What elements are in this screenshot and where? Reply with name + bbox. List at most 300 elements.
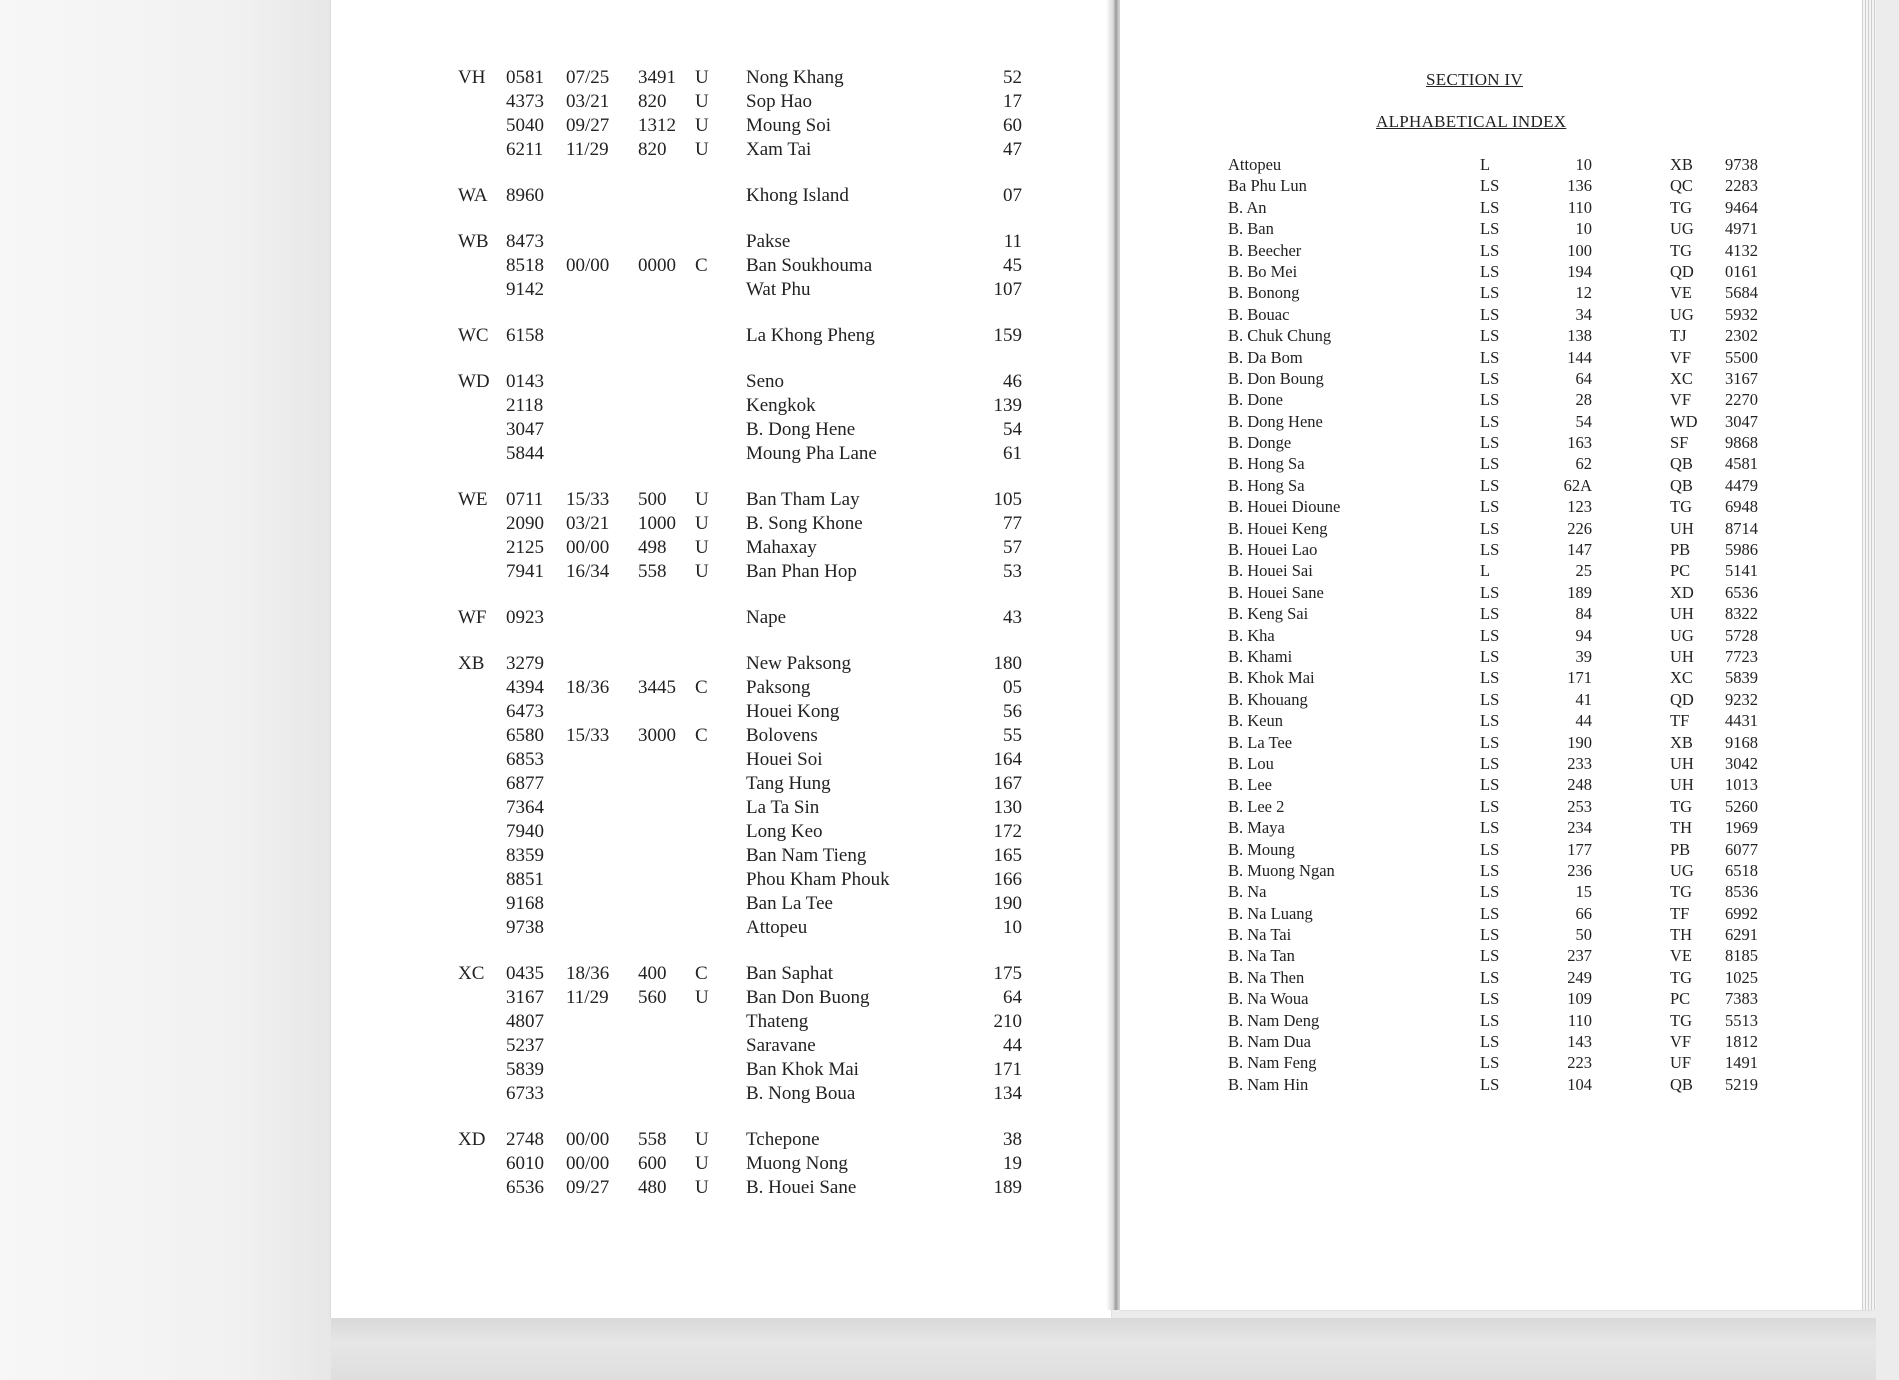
entry-grid: TJ (1670, 326, 1687, 346)
site-name: Tchepone (746, 1129, 820, 1150)
date-code: 15/33 (566, 725, 610, 746)
page-number: 07 (1003, 185, 1022, 206)
listing-row (462, 820, 1022, 844)
entry-page: 163 (1567, 433, 1592, 453)
entry-grid: QB (1670, 1074, 1693, 1094)
entry-code: 5500 (1725, 347, 1758, 367)
page-number: 05 (1003, 677, 1022, 698)
surface-type: U (695, 513, 709, 534)
page-number: 105 (993, 489, 1022, 510)
date-code: 00/00 (566, 1153, 610, 1174)
listing-row (462, 892, 1022, 916)
elevation: 558 (638, 561, 667, 582)
entry-type: LS (1480, 176, 1500, 196)
entry-code: 5932 (1725, 304, 1758, 324)
entry-grid: XB (1670, 732, 1693, 752)
site-name: Muong Nong (746, 1153, 848, 1174)
coordinate-number: 8359 (506, 845, 544, 866)
index-entry (1228, 860, 1758, 881)
entry-name: B. Kha (1228, 625, 1275, 645)
listing-row (458, 324, 1022, 348)
listing-row (462, 916, 1022, 940)
entry-type: LS (1480, 775, 1500, 795)
elevation: 498 (638, 537, 667, 558)
page-number: 180 (993, 653, 1022, 674)
coordinate-number: 6580 (506, 725, 544, 746)
entry-type: LS (1480, 989, 1500, 1009)
site-name: Thateng (746, 1011, 809, 1032)
index-entry (1228, 817, 1758, 838)
index-entry (1228, 625, 1758, 646)
entry-name: B. Muong Ngan (1228, 860, 1335, 880)
entry-page: 236 (1567, 860, 1592, 880)
entry-code: 6992 (1725, 903, 1758, 923)
surface-type: U (695, 561, 709, 582)
surface-type: U (695, 987, 709, 1008)
site-name: Sop Hao (746, 91, 812, 112)
entry-type: LS (1480, 219, 1500, 239)
coordinate-number: 6877 (506, 773, 544, 794)
site-name: Nong Khang (746, 67, 844, 88)
listing-row (462, 254, 1022, 278)
index-entry (1228, 945, 1758, 966)
entry-page: 110 (1567, 1010, 1592, 1030)
scan-bottom-shadow (331, 1318, 1876, 1380)
page-number: 46 (1003, 371, 1022, 392)
listing-row (462, 138, 1022, 162)
entry-page: 109 (1567, 989, 1592, 1009)
entry-code: 5839 (1725, 668, 1758, 688)
site-name: Moung Soi (746, 115, 831, 136)
site-name: B. Song Khone (746, 513, 863, 534)
entry-name: B. Keng Sai (1228, 604, 1309, 624)
coordinate-number: 3279 (506, 653, 544, 674)
page-number: 210 (993, 1011, 1022, 1032)
entry-type: LS (1480, 604, 1500, 624)
site-name: La Khong Pheng (746, 325, 875, 346)
coordinate-number: 8473 (506, 231, 544, 252)
entry-name: B. Bo Mei (1228, 261, 1298, 281)
entry-code: 8714 (1725, 518, 1758, 538)
index-entry (1228, 689, 1758, 710)
index-entry (1228, 240, 1758, 261)
entry-grid: QB (1670, 475, 1693, 495)
date-code: 11/29 (566, 139, 609, 160)
surface-type: C (695, 255, 708, 276)
entry-grid: QB (1670, 454, 1693, 474)
entry-page: 34 (1575, 304, 1592, 324)
coordinate-number: 7940 (506, 821, 544, 842)
site-name: Pakse (746, 231, 791, 252)
page-number: 17 (1003, 91, 1022, 112)
index-title: ALPHABETICAL INDEX (1376, 112, 1567, 131)
entry-name: B. Don Boung (1228, 368, 1324, 388)
entry-grid: UH (1670, 604, 1694, 624)
entry-name: B. Khami (1228, 646, 1293, 666)
entry-name: B. Da Bom (1228, 347, 1303, 367)
entry-grid: UH (1670, 753, 1694, 773)
coordinate-number: 8960 (506, 185, 544, 206)
listing-row (462, 1034, 1022, 1058)
grid-group (458, 962, 1022, 1106)
entry-name: B. Na Tan (1228, 946, 1295, 966)
entry-code: 4431 (1725, 711, 1758, 731)
entry-name: B. Beecher (1228, 240, 1302, 260)
entry-grid: PB (1670, 540, 1691, 560)
surface-type: C (695, 725, 708, 746)
entry-grid: TG (1670, 967, 1692, 987)
site-name: Seno (746, 371, 784, 392)
page-edge (1862, 0, 1876, 1310)
entry-page: 94 (1575, 625, 1592, 645)
entry-page: 194 (1567, 261, 1592, 281)
site-name: Ban Tham Lay (746, 489, 860, 510)
entry-type: LS (1480, 283, 1500, 303)
listing-row (462, 278, 1022, 302)
site-name: Moung Pha Lane (746, 443, 877, 464)
page-number: 45 (1003, 255, 1022, 276)
entry-code: 8185 (1725, 946, 1758, 966)
entry-name: B. Bouac (1228, 304, 1290, 324)
grid-square: VH (458, 67, 486, 88)
entry-code: 7383 (1725, 989, 1758, 1009)
entry-code: 5513 (1725, 1010, 1758, 1030)
entry-code: 6948 (1725, 497, 1758, 517)
site-name: Xam Tai (746, 139, 812, 160)
coordinate-number: 0923 (506, 607, 544, 628)
coordinate-number: 9142 (506, 279, 544, 300)
listing-row (462, 418, 1022, 442)
coordinate-number: 4394 (506, 677, 544, 698)
listing-row (462, 1010, 1022, 1034)
entry-code: 5141 (1725, 561, 1758, 581)
surface-type: C (695, 963, 708, 984)
listing-row (462, 676, 1022, 700)
entry-code: 0161 (1725, 261, 1758, 281)
page-number: 47 (1003, 139, 1022, 160)
page-number: 77 (1003, 513, 1022, 534)
entry-name: B. Ban (1228, 219, 1274, 239)
entry-grid: XC (1670, 368, 1693, 388)
grid-square: XB (458, 653, 485, 674)
entry-code: 4971 (1725, 219, 1758, 239)
entry-grid: PB (1670, 839, 1691, 859)
index-entry (1228, 839, 1758, 860)
site-name: Ban Nam Tieng (746, 845, 867, 866)
entry-type: LS (1480, 860, 1500, 880)
entry-code: 9868 (1725, 433, 1758, 453)
coordinate-number: 5844 (506, 443, 544, 464)
entry-code: 5219 (1725, 1074, 1758, 1094)
page-number: 53 (1003, 561, 1022, 582)
entry-name: B. Nam Dua (1228, 1032, 1311, 1052)
entry-grid: UG (1670, 304, 1694, 324)
entry-grid: TG (1670, 1010, 1692, 1030)
listing-row (462, 560, 1022, 584)
entry-code: 6291 (1725, 925, 1758, 945)
page-number: 190 (993, 893, 1022, 914)
page-number: 57 (1003, 537, 1022, 558)
entry-code: 4581 (1725, 454, 1758, 474)
entry-page: 10 (1575, 155, 1592, 174)
entry-grid: TH (1670, 818, 1692, 838)
coordinate-number: 0435 (506, 963, 544, 984)
entry-type: LS (1480, 582, 1500, 602)
surface-type: U (695, 1177, 709, 1198)
grid-group (458, 230, 1022, 302)
index-entry (1228, 518, 1758, 539)
site-name: Kengkok (746, 395, 816, 416)
site-name: Wat Phu (746, 279, 811, 300)
elevation: 400 (638, 963, 667, 984)
site-name: Ban Don Buong (746, 987, 870, 1008)
entry-type: LS (1480, 368, 1500, 388)
listing-row (458, 370, 1022, 394)
grid-square: WB (458, 231, 489, 252)
listing-row (462, 1152, 1022, 1176)
entry-code: 9738 (1725, 155, 1758, 174)
page-number: 164 (993, 749, 1022, 770)
index-entry (1228, 539, 1758, 560)
entry-name: B. Done (1228, 390, 1283, 410)
entry-grid: UG (1670, 219, 1694, 239)
entry-type: LS (1480, 433, 1500, 453)
listing-row (462, 724, 1022, 748)
entry-type: LS (1480, 475, 1500, 495)
coordinate-number: 3167 (506, 987, 544, 1008)
entry-page: 62 (1575, 454, 1592, 474)
grid-listing (458, 66, 1022, 1222)
entry-type: LS (1480, 390, 1500, 410)
coordinate-number: 6473 (506, 701, 544, 722)
grid-group (458, 184, 1022, 208)
coordinate-number: 2748 (506, 1129, 544, 1150)
listing-row (458, 652, 1022, 676)
entry-name: B. Na Woua (1228, 989, 1309, 1009)
index-entry (1228, 667, 1758, 688)
surface-type: U (695, 91, 709, 112)
entry-type: LS (1480, 732, 1500, 752)
listing-row (458, 66, 1022, 90)
listing-row (462, 442, 1022, 466)
listing-row (462, 700, 1022, 724)
alphabetical-index (1228, 154, 1758, 1095)
entry-page: 253 (1567, 796, 1592, 816)
date-code: 09/27 (566, 1177, 610, 1198)
coordinate-number: 5040 (506, 115, 544, 136)
entry-type: LS (1480, 240, 1500, 260)
listing-row (462, 1082, 1022, 1106)
surface-type: U (695, 1153, 709, 1174)
entry-page: 66 (1575, 903, 1592, 923)
entry-type: LS (1480, 1032, 1500, 1052)
page-number: 38 (1003, 1129, 1022, 1150)
entry-name: B. Lee (1228, 775, 1272, 795)
elevation: 3000 (638, 725, 676, 746)
entry-type: L (1480, 561, 1491, 581)
coordinate-number: 4807 (506, 1011, 544, 1032)
surface-type: U (695, 1129, 709, 1150)
site-name: Phou Kham Phouk (746, 869, 890, 890)
entry-grid: UF (1670, 1053, 1692, 1073)
page-number: 107 (993, 279, 1022, 300)
page-number: 43 (1003, 607, 1022, 628)
coordinate-number: 5839 (506, 1059, 544, 1080)
entry-page: 15 (1575, 882, 1592, 902)
entry-code: 1969 (1725, 818, 1758, 838)
entry-name: B. Nam Deng (1228, 1010, 1320, 1030)
site-name: New Paksong (746, 653, 852, 674)
date-code: 15/33 (566, 489, 610, 510)
entry-code: 6077 (1725, 839, 1758, 859)
index-entry (1228, 988, 1758, 1009)
coordinate-number: 6853 (506, 749, 544, 770)
date-code: 18/36 (566, 963, 610, 984)
index-entry (1228, 603, 1758, 624)
entry-name: B. Houei Sane (1228, 582, 1324, 602)
entry-code: 2302 (1725, 326, 1758, 346)
grid-square: WF (458, 607, 487, 628)
page-number: 60 (1003, 115, 1022, 136)
entry-code: 6518 (1725, 860, 1758, 880)
page-number: 159 (993, 325, 1022, 346)
site-name: Paksong (746, 677, 811, 698)
entry-grid: VE (1670, 946, 1692, 966)
index-entry (1228, 325, 1758, 346)
site-name: Ban Soukhouma (746, 255, 873, 276)
entry-type: LS (1480, 304, 1500, 324)
listing-row (462, 1176, 1022, 1200)
entry-page: 248 (1567, 775, 1592, 795)
page-number: 11 (1003, 231, 1022, 252)
coordinate-number: 6211 (506, 139, 544, 160)
site-name: Houei Kong (746, 701, 840, 722)
entry-code: 3042 (1725, 753, 1758, 773)
entry-code: 5728 (1725, 625, 1758, 645)
site-name: Ban La Tee (746, 893, 833, 914)
entry-type: LS (1480, 1010, 1500, 1030)
date-code: 11/29 (566, 987, 609, 1008)
index-entry (1228, 774, 1758, 795)
coordinate-number: 6158 (506, 325, 544, 346)
entry-grid: UH (1670, 775, 1694, 795)
entry-type: LS (1480, 711, 1500, 731)
grid-group (458, 370, 1022, 466)
entry-page: 41 (1575, 689, 1592, 709)
date-code: 00/00 (566, 537, 610, 558)
entry-type: LS (1480, 497, 1500, 517)
entry-page: 12 (1575, 283, 1592, 303)
entry-page: 39 (1575, 646, 1592, 666)
entry-code: 4132 (1725, 240, 1758, 260)
entry-type: LS (1480, 411, 1500, 431)
page-number: 134 (993, 1083, 1022, 1104)
site-name: Saravane (746, 1035, 816, 1056)
elevation: 558 (638, 1129, 667, 1150)
entry-type: LS (1480, 946, 1500, 966)
surface-type: U (695, 139, 709, 160)
entry-name: B. Khok Mai (1228, 668, 1315, 688)
entry-code: 6536 (1725, 582, 1758, 602)
index-entry (1228, 154, 1758, 175)
coordinate-number: 0711 (506, 489, 544, 510)
index-entry (1228, 261, 1758, 282)
entry-code: 4479 (1725, 475, 1758, 495)
date-code: 07/25 (566, 67, 610, 88)
index-entry (1228, 496, 1758, 517)
index-entry (1228, 560, 1758, 581)
entry-name: Ba Phu Lun (1228, 176, 1307, 196)
grid-group (458, 324, 1022, 348)
entry-name: B. Na Then (1228, 967, 1305, 987)
entry-page: 123 (1567, 497, 1592, 517)
elevation: 1000 (638, 513, 676, 534)
site-name: Ban Saphat (746, 963, 834, 984)
elevation: 480 (638, 1177, 667, 1198)
grid-square: WA (458, 185, 488, 206)
entry-page: 138 (1567, 326, 1592, 346)
index-entry (1228, 197, 1758, 218)
coordinate-number: 8518 (506, 255, 544, 276)
index-entry (1228, 368, 1758, 389)
entry-type: L (1480, 155, 1491, 174)
entry-page: 234 (1567, 818, 1592, 838)
entry-page: 100 (1567, 240, 1592, 260)
entry-page: 64 (1575, 368, 1592, 388)
entry-name: Attopeu (1228, 155, 1282, 174)
listing-row (462, 986, 1022, 1010)
page-number: 61 (1003, 443, 1022, 464)
entry-grid: TG (1670, 882, 1692, 902)
entry-name: B. Na Luang (1228, 903, 1313, 923)
site-name: B. Houei Sane (746, 1177, 857, 1198)
entry-name: B. Na (1228, 882, 1267, 902)
index-entry (1228, 411, 1758, 432)
entry-code: 1013 (1725, 775, 1758, 795)
entry-type: LS (1480, 646, 1500, 666)
grid-group (458, 66, 1022, 162)
entry-page: 233 (1567, 753, 1592, 773)
coordinate-number: 6536 (506, 1177, 544, 1198)
elevation: 3445 (638, 677, 676, 698)
coordinate-number: 2090 (506, 513, 544, 534)
entry-grid: TF (1670, 711, 1690, 731)
entry-code: 5260 (1725, 796, 1758, 816)
coordinate-number: 0143 (506, 371, 544, 392)
elevation: 600 (638, 1153, 667, 1174)
index-entry (1228, 881, 1758, 902)
entry-grid: QC (1670, 176, 1693, 196)
coordinate-number: 2125 (506, 537, 544, 558)
entry-code: 8322 (1725, 604, 1758, 624)
listing-row (458, 962, 1022, 986)
coordinate-number: 5237 (506, 1035, 544, 1056)
page-number: 55 (1003, 725, 1022, 746)
entry-code: 9168 (1725, 732, 1758, 752)
listing-row (458, 488, 1022, 512)
coordinate-number: 8851 (506, 869, 544, 890)
page-number: 139 (993, 395, 1022, 416)
entry-code: 3047 (1725, 411, 1758, 431)
site-name: B. Dong Hene (746, 419, 856, 440)
index-entry (1228, 389, 1758, 410)
index-entry (1228, 218, 1758, 239)
elevation: 0000 (638, 255, 676, 276)
page-number: 171 (993, 1059, 1022, 1080)
entry-grid: TG (1670, 497, 1692, 517)
grid-square: WE (458, 489, 488, 510)
entry-type: LS (1480, 903, 1500, 923)
